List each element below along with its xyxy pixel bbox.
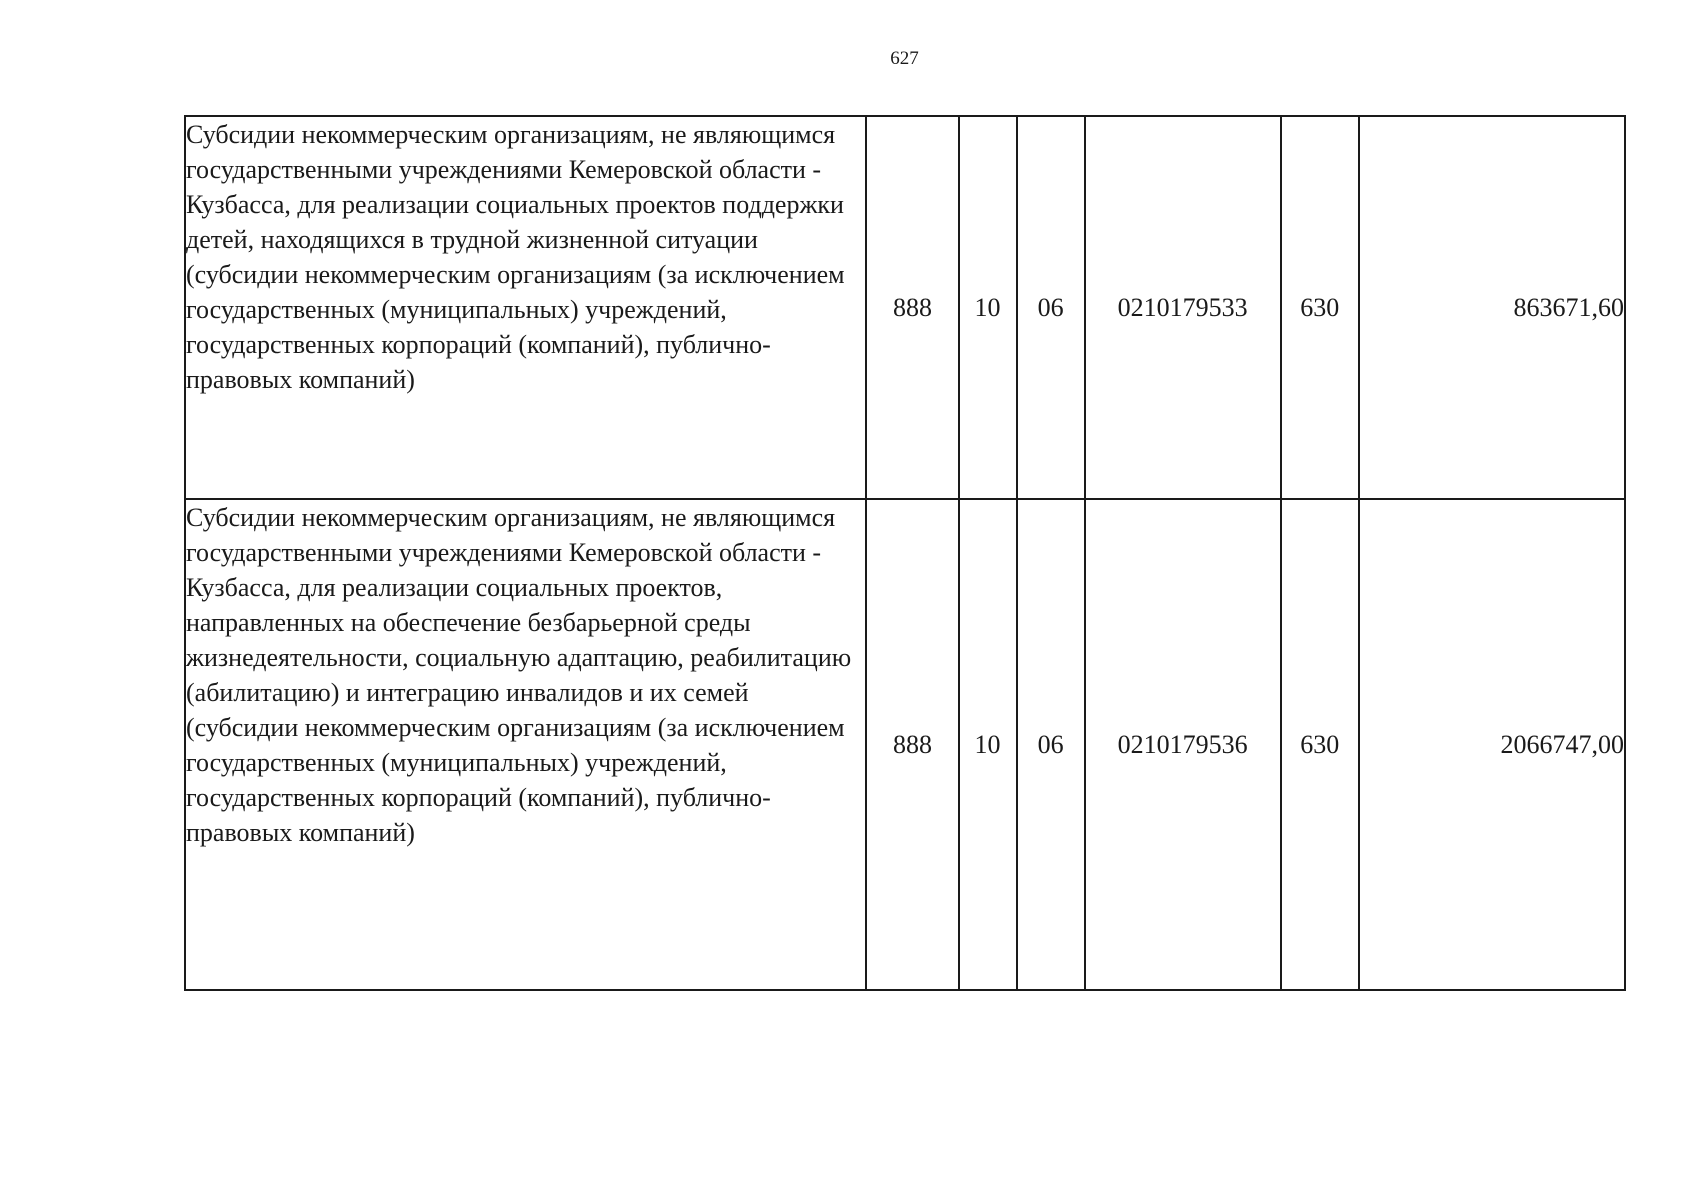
row-description: Субсидии некоммерческим организациям, не являющимся государственными учреждениями Кемеровской области - Кузбасса, для реализации социальных проектов поддержки детей, находящихся в трудной жизненной ситуации (субсидии некоммерческим организациям (за исключением государственных (муниципальных) учреждений, государственных корпораций (компаний), публично-правовых компаний)	[185, 116, 866, 499]
section-code: 10	[959, 499, 1017, 990]
section-code: 10	[959, 116, 1017, 499]
budget-table	[184, 115, 1626, 991]
target-article-code: 0210179533	[1085, 116, 1281, 499]
amount-value: 2066747,00	[1359, 499, 1625, 990]
amount-value: 863671,60	[1359, 116, 1625, 499]
table-row	[185, 499, 1625, 990]
subsection-code: 06	[1017, 499, 1085, 990]
page-number: 627	[890, 48, 919, 69]
expense-type-code: 630	[1281, 116, 1359, 499]
target-article-code: 0210179536	[1085, 499, 1281, 990]
expense-type-code: 630	[1281, 499, 1359, 990]
ministry-code: 888	[866, 499, 958, 990]
row-description: Субсидии некоммерческим организациям, не являющимся государственными учреждениями Кемеровской области - Кузбасса, для реализации социальных проектов, направленных на обеспечение безбарьерной среды жизнедеятельности, социальную адаптацию, реабилитацию (абилитацию) и интеграцию инвалидов и их семей (субсидии некоммерческим организациям (за исключением государственных (муниципальных) учреждений, государственных корпораций (компаний), публично-правовых компаний)	[185, 499, 866, 990]
subsection-code: 06	[1017, 116, 1085, 499]
table-row	[185, 116, 1625, 499]
ministry-code: 888	[866, 116, 958, 499]
